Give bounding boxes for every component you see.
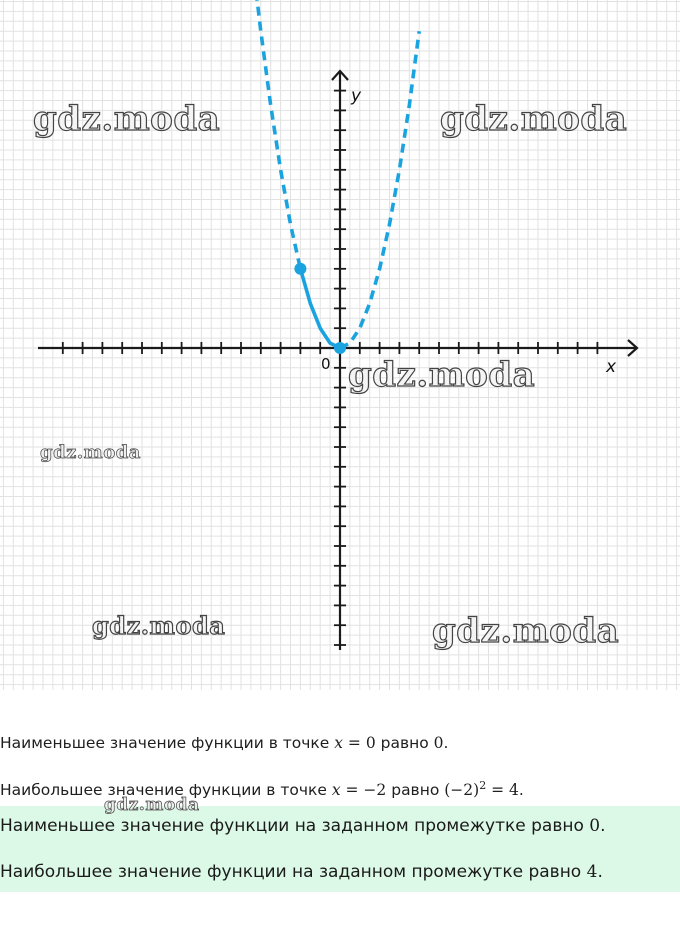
watermark: gdz.moda — [33, 99, 221, 139]
watermark: gdz.moda — [348, 355, 536, 395]
watermark: gdz.moda — [440, 99, 628, 139]
watermark: gdz.moda — [104, 795, 200, 815]
axes — [38, 71, 637, 650]
origin-label: 0 — [321, 355, 331, 373]
curve-point — [334, 342, 346, 354]
text-line-3: Наименьшее значение функции на заданном промежутке равно 0. — [0, 816, 606, 836]
x-axis-label: x — [606, 357, 617, 377]
text-line-1: Наименьшее значение функции в точке x = 0 равно 0. — [0, 734, 449, 752]
watermark: gdz.moda — [40, 442, 141, 463]
parabola-curve — [251, 0, 419, 354]
y-axis-label: y — [351, 86, 362, 106]
watermark: gdz.moda — [432, 611, 620, 651]
watermark: gdz.moda — [92, 611, 226, 640]
curve-point — [294, 263, 306, 275]
dashed-curve-segment — [251, 0, 301, 269]
text-line-2: Наибольшее значение функции в точке x = −2 равно $(-2)^2 = 4$. — [0, 779, 524, 800]
text-line-4: Наибольшее значение функции на заданном промежутке равно 4. — [0, 862, 603, 882]
